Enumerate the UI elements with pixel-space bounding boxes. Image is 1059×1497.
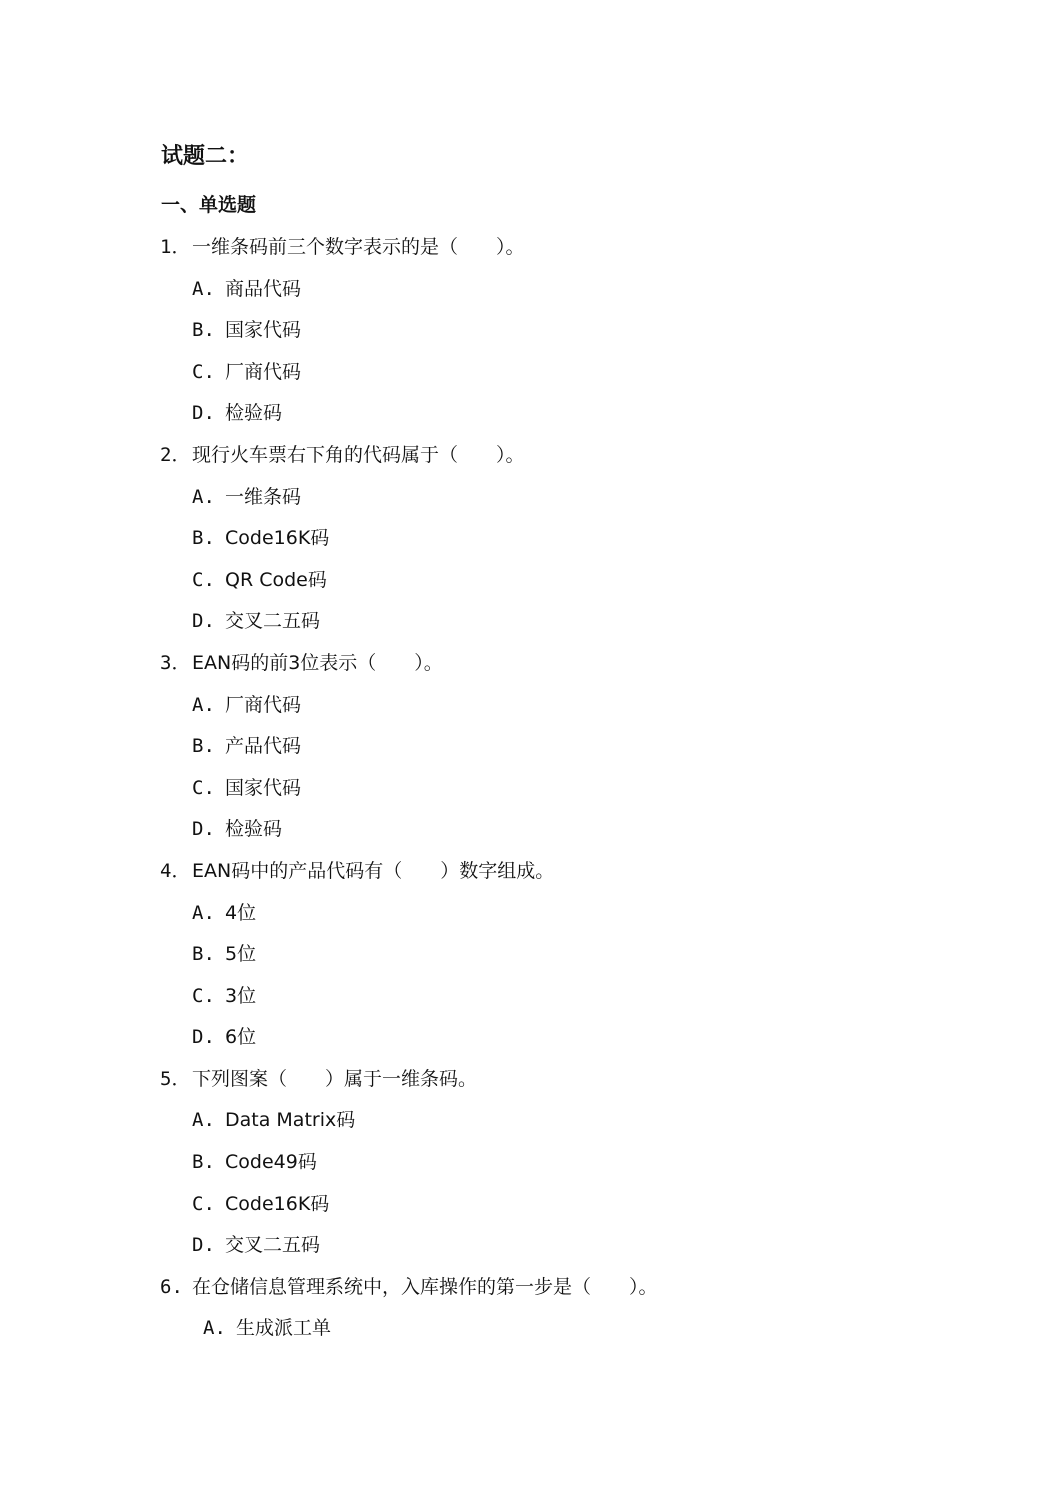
question-text: 下列图案（ ）属于一维条码。: [192, 1067, 478, 1090]
option-letter: C.: [192, 1192, 215, 1215]
section-heading: 一、单选题: [161, 194, 257, 216]
question-2: [0, 437, 1059, 479]
option-letter: C.: [192, 568, 215, 591]
question-text: 在仓储信息管理系统中，入库操作的第一步是（ ）。: [192, 1275, 658, 1298]
option-text: 检验码: [225, 818, 283, 841]
option-text: 一维条码: [225, 485, 302, 508]
option-letter: C.: [192, 776, 215, 799]
option-letter: C.: [192, 984, 215, 1007]
question-text: EAN码中的产品代码有（ ）数字组成。: [192, 859, 555, 882]
option-letter: A.: [192, 693, 215, 716]
option-2a: [0, 479, 1059, 521]
option-letter: A.: [192, 901, 215, 924]
option-letter: A.: [192, 485, 215, 508]
option-letter: B.: [192, 943, 215, 966]
option-text: 交叉二五码: [225, 1234, 321, 1257]
option-text: Code16K码: [225, 1192, 330, 1215]
option-1d: [0, 395, 1059, 437]
question-text: EAN码的前3位表示（ ）。: [192, 651, 443, 674]
option-letter: B.: [192, 319, 215, 342]
option-text: QR Code码: [225, 568, 327, 591]
question-1: [0, 229, 1059, 271]
option-2d: [0, 603, 1059, 645]
question-5: [0, 1061, 1059, 1103]
option-letter: D.: [192, 1026, 215, 1049]
question-number: 2．: [160, 443, 191, 466]
question-6: [0, 1269, 1059, 1311]
option-text: Code16K码: [225, 527, 330, 550]
option-4a: [0, 895, 1059, 937]
question-text: 一维条码前三个数字表示的是（ ）。: [192, 236, 525, 258]
question-number: 3．: [160, 651, 191, 674]
option-letter: B.: [192, 735, 215, 758]
option-4b: [0, 936, 1059, 978]
option-letter: D.: [192, 402, 215, 425]
option-text: 3位: [225, 984, 257, 1007]
option-letter: A.: [192, 1109, 215, 1132]
question-number: 6.: [160, 1275, 183, 1298]
option-3c: [0, 770, 1059, 812]
option-letter: B.: [192, 1151, 215, 1174]
option-5d: [0, 1227, 1059, 1269]
question-list: [0, 229, 1059, 1352]
option-1b: [0, 312, 1059, 354]
option-text: 厂商代码: [225, 360, 302, 383]
question-4: [0, 853, 1059, 895]
option-text: 4位: [225, 901, 257, 924]
option-text: 国家代码: [225, 776, 302, 799]
option-3b: [0, 728, 1059, 770]
option-text: Code49码: [225, 1151, 317, 1174]
question-number: 1．: [160, 236, 191, 258]
question-3: [0, 645, 1059, 687]
option-5a: [0, 1102, 1059, 1144]
option-text: 国家代码: [225, 319, 302, 342]
option-text: 5位: [225, 943, 257, 966]
option-letter: A.: [203, 1317, 226, 1340]
option-letter: D.: [192, 1234, 215, 1257]
option-1a: [0, 271, 1059, 313]
option-letter: D.: [192, 610, 215, 633]
option-4d: [0, 1019, 1059, 1061]
option-text: 交叉二五码: [225, 610, 321, 633]
option-text: 检验码: [225, 402, 283, 425]
option-4c: [0, 978, 1059, 1020]
page-title: 试题二：: [161, 144, 250, 169]
question-number: 4．: [160, 859, 191, 882]
option-5c: [0, 1186, 1059, 1228]
option-6a: [0, 1310, 1059, 1352]
question-number: 5．: [160, 1067, 191, 1090]
option-3a: [0, 687, 1059, 729]
option-5b: [0, 1144, 1059, 1186]
option-letter: B.: [192, 527, 215, 550]
option-text: 厂商代码: [225, 693, 302, 716]
option-2c: [0, 562, 1059, 604]
option-text: Data Matrix码: [225, 1109, 356, 1132]
option-letter: D.: [192, 818, 215, 841]
option-text: 商品代码: [225, 277, 302, 300]
option-letter: C.: [192, 360, 215, 383]
question-text: 现行火车票右下角的代码属于（ ）。: [192, 443, 525, 466]
option-3d: [0, 811, 1059, 853]
option-text: 产品代码: [225, 735, 302, 758]
option-text: 6位: [225, 1026, 257, 1049]
option-2b: [0, 520, 1059, 562]
option-letter: A.: [192, 277, 215, 300]
option-1c: [0, 354, 1059, 396]
option-text: 生成派工单: [236, 1317, 332, 1340]
